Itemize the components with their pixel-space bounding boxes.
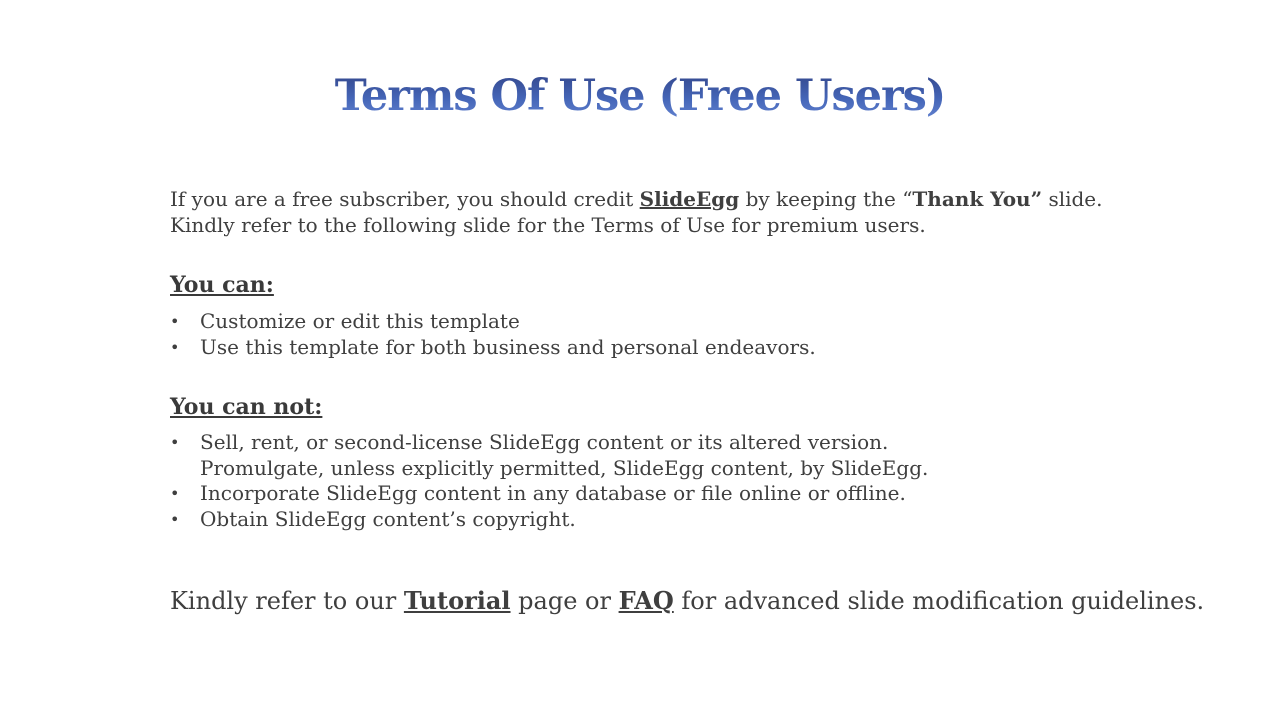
tutorial-link[interactable]: Tutorial	[403, 586, 511, 615]
bullet-icon: •	[170, 433, 180, 452]
you-can-not-heading: You can not:	[170, 394, 323, 420]
intro-line-1	[170, 186, 1170, 212]
you-can-list	[170, 309, 816, 360]
list-item-text: Use this template for both business and personal endeavors.	[200, 334, 816, 359]
list-item-continuation	[170, 456, 928, 482]
intro-paragraph	[170, 186, 1170, 238]
list-item	[170, 481, 928, 507]
footer-mid: page or	[510, 587, 619, 615]
bullet-icon: •	[170, 509, 180, 529]
page-title: Terms Of Use (Free Users)	[0, 66, 1280, 126]
thank-you-slide-name: Thank You”	[912, 187, 1043, 211]
list-item	[170, 507, 928, 533]
footer-suffix: for advanced slide modification guidelines.	[673, 587, 1205, 615]
intro-line-1-prefix: If you are a free subscriber, you should credit	[170, 187, 640, 211]
list-item	[170, 430, 928, 456]
you-can-not-list	[170, 430, 928, 532]
intro-line-1-suffix: slide.	[1042, 187, 1103, 211]
list-item-text: Promulgate, unless explicitly permitted, SlideEgg content, by SlideEgg.	[200, 455, 929, 480]
slideegg-credit: SlideEgg	[639, 187, 740, 211]
you-can-heading: You can:	[170, 272, 274, 298]
footer-guidelines	[170, 585, 1204, 617]
intro-line-1-mid: by keeping the “	[739, 187, 913, 211]
list-item	[170, 309, 816, 335]
intro-line-2: Kindly refer to the following slide for the Terms of Use for premium users.	[170, 213, 926, 237]
faq-link[interactable]: FAQ	[618, 586, 674, 615]
list-item-text: Obtain SlideEgg content’s copyright.	[200, 506, 576, 531]
bullet-icon: •	[170, 484, 180, 503]
list-item-text: Incorporate SlideEgg content in any database or file online or offline.	[200, 481, 906, 505]
bullet-icon: •	[170, 337, 180, 357]
footer-prefix: Kindly refer to our	[170, 587, 404, 615]
list-item-text: Customize or edit this template	[200, 309, 520, 333]
list-item-text: Sell, rent, or second-license SlideEgg content or its altered version.	[200, 430, 889, 454]
list-item	[170, 335, 816, 361]
bullet-icon: •	[170, 312, 180, 331]
